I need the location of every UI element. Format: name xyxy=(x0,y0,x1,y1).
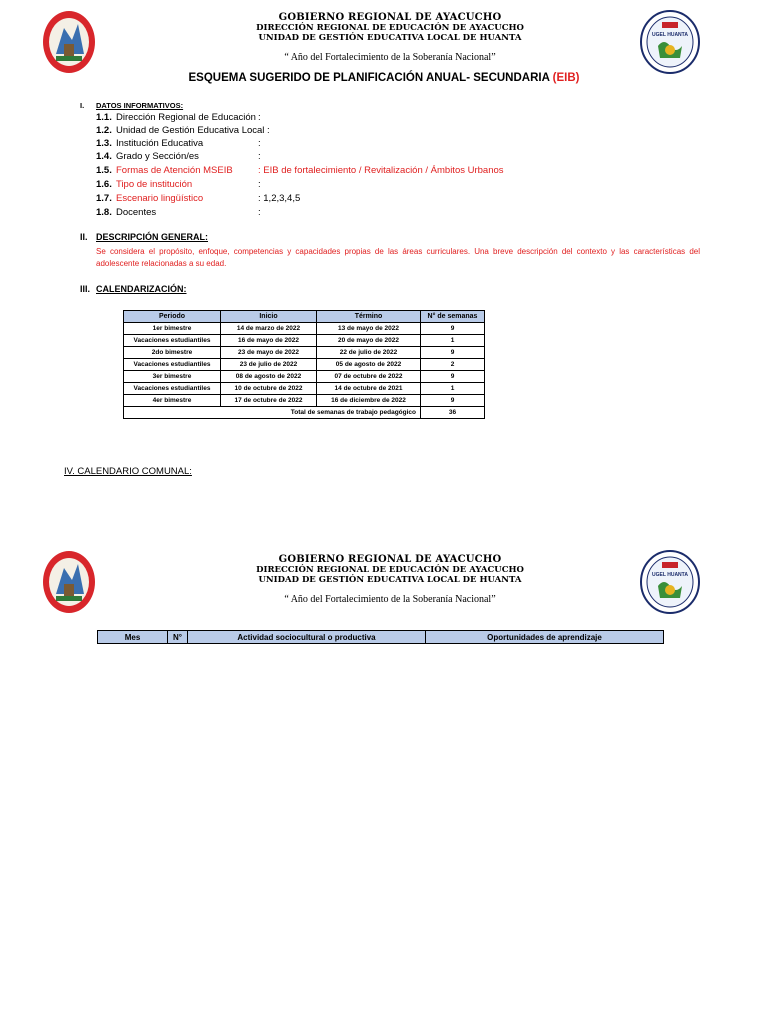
table-cell: 4er bimestre xyxy=(124,395,221,407)
table-cell: 14 de octubre de 2021 xyxy=(317,383,421,395)
table-cell: 3er bimestre xyxy=(124,371,221,383)
item-number: 1.5. xyxy=(96,165,112,176)
table-cell: Vacaciones estudiantiles xyxy=(124,335,221,347)
table-total-row xyxy=(124,407,485,419)
table-cell: 23 de mayo de 2022 xyxy=(221,347,317,359)
item-number: 1.1. xyxy=(96,112,112,123)
section-descripcion-general xyxy=(80,232,208,242)
info-item-1-7 xyxy=(96,193,203,205)
item-label: Institución Educativa xyxy=(116,138,204,149)
logo-text: UGEL HUANTA xyxy=(652,32,688,38)
table-cell: Vacaciones estudiantiles xyxy=(124,359,221,371)
column-header: Inicio xyxy=(221,311,317,323)
table-cell: 14 de marzo de 2022 xyxy=(221,323,317,335)
header-line-1: GOBIERNO REGIONAL DE AYACUCHO xyxy=(278,554,502,565)
column-header: Actividad sociocultural o productiva xyxy=(188,631,426,644)
title-eib: (EIB) xyxy=(552,72,580,84)
info-value-1-7: : 1,2,3,4,5 xyxy=(258,193,301,204)
header-line-2: DIRECCIÓN REGIONAL DE EDUCACIÓN DE AYACUCHO xyxy=(256,23,524,33)
ugel-huanta-logo xyxy=(640,550,700,614)
item-label: Escenario lingüístico xyxy=(116,193,204,204)
section-number: I. xyxy=(80,101,85,110)
column-header: N° xyxy=(168,631,188,644)
item-number: 1.2. xyxy=(96,125,112,136)
table-cell: 10 de octubre de 2022 xyxy=(221,383,317,395)
table-row xyxy=(124,359,485,371)
gobierno-regional-logo xyxy=(42,550,96,614)
total-label: Total de semanas de trabajo pedagógico xyxy=(124,407,421,419)
table-cell: 9 xyxy=(421,347,485,359)
info-item-1-6 xyxy=(96,179,192,191)
table-row xyxy=(124,347,485,359)
section-heading: CALENDARIZACIÓN: xyxy=(96,284,187,294)
table-cell: 9 xyxy=(421,371,485,383)
info-item-1-3 xyxy=(96,138,203,150)
table-cell: 1er bimestre xyxy=(124,323,221,335)
section-description-text: Se considera el propósito, enfoque, competencias y capacidades propias de las áreas curriculares. Una breve descripción del contexto y las características del adolescente relacionadas a su edad. xyxy=(96,247,700,268)
table-cell: 13 de mayo de 2022 xyxy=(317,323,421,335)
section-number: II. xyxy=(80,232,88,242)
table-cell: 22 de julio de 2022 xyxy=(317,347,421,359)
info-item-1-8 xyxy=(96,207,156,219)
title-main: ESQUEMA SUGERIDO DE PLANIFICACIÓN ANUAL- SECUNDARIA xyxy=(188,72,550,84)
table-cell: 05 de agosto de 2022 xyxy=(317,359,421,371)
table-cell: 20 de mayo de 2022 xyxy=(317,335,421,347)
info-value-1-4: : xyxy=(258,151,261,162)
section-heading: DATOS INFORMATIVOS: xyxy=(96,101,184,110)
info-value-1-1: : xyxy=(258,112,261,123)
table-row xyxy=(124,323,485,335)
year-motto: “ Año del Fortalecimiento de la Soberanía Nacional” xyxy=(284,594,496,605)
table-cell: 1 xyxy=(421,335,485,347)
table-row xyxy=(124,335,485,347)
section-heading: IV. CALENDARIO COMUNAL: xyxy=(64,466,192,477)
table-cell: 9 xyxy=(421,395,485,407)
item-label: Unidad de Gestión Educativa Local : xyxy=(116,125,270,136)
table-cell: 9 xyxy=(421,323,485,335)
item-number: 1.8. xyxy=(96,207,112,218)
item-label: Grado y Sección/es xyxy=(116,151,199,162)
table-header-row xyxy=(124,311,485,323)
info-item-1-1 xyxy=(96,112,256,124)
header-line-2: DIRECCIÓN REGIONAL DE EDUCACIÓN DE AYACUCHO xyxy=(256,565,524,575)
column-header: N° de semanas xyxy=(421,311,485,323)
institution-header xyxy=(180,13,600,43)
table-cell: 2 xyxy=(421,359,485,371)
info-value-1-5: : EIB de fortalecimiento / Revitalización / Ámbitos Urbanos xyxy=(258,165,504,176)
info-item-1-4 xyxy=(96,151,199,163)
table-header-row xyxy=(98,631,664,644)
document-page-2 xyxy=(0,540,768,1024)
header-line-1: GOBIERNO REGIONAL DE AYACUCHO xyxy=(278,12,502,23)
table-cell: 16 de mayo de 2022 xyxy=(221,335,317,347)
item-label: Formas de Atención MSEIB xyxy=(116,165,233,176)
table-cell: 2do bimestre xyxy=(124,347,221,359)
item-number: 1.3. xyxy=(96,138,112,149)
table-cell: 1 xyxy=(421,383,485,395)
communal-calendar-table xyxy=(97,630,664,644)
item-label: Tipo de institución xyxy=(116,179,193,190)
column-header: Periodo xyxy=(124,311,221,323)
table-cell: 16 de diciembre de 2022 xyxy=(317,395,421,407)
table-cell: 08 de agosto de 2022 xyxy=(221,371,317,383)
column-header: Término xyxy=(317,311,421,323)
item-label: Docentes xyxy=(116,207,157,218)
calendarization-table xyxy=(123,310,485,419)
table-row xyxy=(124,383,485,395)
section-number: III. xyxy=(80,284,91,294)
item-number: 1.6. xyxy=(96,179,112,190)
section-datos-informativos xyxy=(80,101,183,110)
header-line-3: UNIDAD DE GESTIÓN EDUCATIVA LOCAL DE HUANTA xyxy=(258,575,522,585)
info-item-1-2 xyxy=(96,125,270,137)
info-value-1-3: : xyxy=(258,138,261,149)
total-value: 36 xyxy=(421,407,485,419)
institution-header xyxy=(180,555,600,585)
column-header: Oportunidades de aprendizaje xyxy=(426,631,664,644)
item-number: 1.4. xyxy=(96,151,112,162)
item-label: Dirección Regional de Educación xyxy=(116,112,256,123)
table-row xyxy=(124,371,485,383)
logo-text: UGEL HUANTA xyxy=(652,572,688,578)
ugel-huanta-logo xyxy=(640,10,700,74)
table-cell: Vacaciones estudiantiles xyxy=(124,383,221,395)
section-calendario-comunal xyxy=(64,466,192,477)
info-item-1-5 xyxy=(96,165,233,177)
item-number: 1.7. xyxy=(96,193,112,204)
table-row xyxy=(124,395,485,407)
document-title xyxy=(0,72,768,84)
year-motto: “ Año del Fortalecimiento de la Soberanía Nacional” xyxy=(284,52,496,63)
table-cell: 23 de julio de 2022 xyxy=(221,359,317,371)
gobierno-regional-logo xyxy=(42,10,96,74)
section-heading: DESCRIPCIÓN GENERAL: xyxy=(96,232,209,242)
table-cell: 17 de octubre de 2022 xyxy=(221,395,317,407)
info-value-1-6: : xyxy=(258,179,261,190)
header-line-3: UNIDAD DE GESTIÓN EDUCATIVA LOCAL DE HUANTA xyxy=(258,33,522,43)
section-calendarizacion xyxy=(80,284,187,294)
table-cell: 07 de octubre de 2022 xyxy=(317,371,421,383)
column-header: Mes xyxy=(98,631,168,644)
info-value-1-8: : xyxy=(258,207,261,218)
